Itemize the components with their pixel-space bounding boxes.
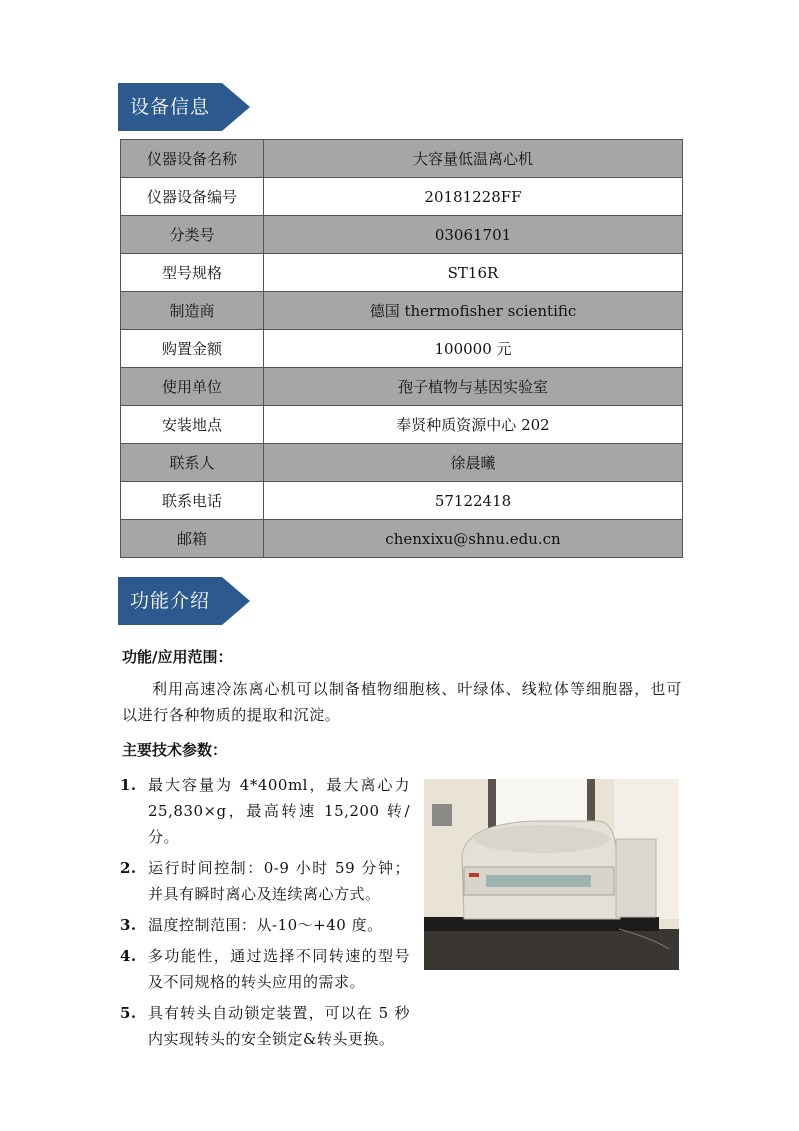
row-label: 联系电话	[121, 482, 264, 520]
row-value: 57122418	[264, 482, 683, 520]
function-heading: 功能/应用范围：	[122, 648, 233, 666]
section-title: 功能介绍	[130, 590, 211, 612]
function-description: 利用高速冷冻离心机可以制备植物细胞核、叶绿体、线粒体等细胞器，也可以进行各种物质的提取和沉淀。	[122, 680, 682, 724]
row-label: 安装地点	[121, 406, 264, 444]
item-number: 3.	[120, 916, 137, 934]
item-text: 具有转头自动锁定装置，可以在 5 秒内实现转头的安全锁定&转头更换。	[148, 1004, 410, 1048]
item-text: 运行时间控制：0-9 小时 59 分钟；并具有瞬时离心及连续离心方式。	[148, 859, 410, 903]
table-row	[121, 254, 683, 292]
device-info-table	[120, 139, 683, 558]
section-title: 设备信息	[130, 96, 211, 118]
table-row	[121, 520, 683, 558]
row-value: 徐晨曦	[264, 444, 683, 482]
table-row	[121, 444, 683, 482]
params-list	[118, 772, 410, 1057]
row-label: 仪器设备编号	[121, 178, 264, 216]
item-number: 5.	[120, 1004, 137, 1022]
params-heading: 主要技术参数：	[122, 741, 228, 759]
row-value: 大容量低温离心机	[264, 140, 683, 178]
row-value: 德国 thermofisher scientific	[264, 292, 683, 330]
row-label: 使用单位	[121, 368, 264, 406]
list-item	[118, 1000, 410, 1052]
item-number: 2.	[120, 859, 137, 877]
row-label: 制造商	[121, 292, 264, 330]
item-text: 最大容量为 4*400ml，最大离心力 25,830×g，最高转速 15,200 转/分。	[148, 776, 410, 846]
row-label: 型号规格	[121, 254, 264, 292]
table-row	[121, 216, 683, 254]
centrifuge-photo	[424, 779, 679, 970]
row-label: 邮箱	[121, 520, 264, 558]
table-row	[121, 140, 683, 178]
row-label: 仪器设备名称	[121, 140, 264, 178]
row-value: chenxixu@shnu.edu.cn	[264, 520, 683, 558]
table-row	[121, 368, 683, 406]
item-number: 4.	[120, 947, 137, 965]
table-row	[121, 482, 683, 520]
table-row	[121, 330, 683, 368]
row-value: 奉贤种质资源中心 202	[264, 406, 683, 444]
item-text: 多功能性，通过选择不同转速的型号及不同规格的转头应用的需求。	[148, 947, 410, 991]
row-value: 100000 元	[264, 330, 683, 368]
list-item	[118, 912, 410, 938]
row-value: 孢子植物与基因实验室	[264, 368, 683, 406]
item-text: 温度控制范围：从-10～+40 度。	[148, 916, 383, 934]
row-value: ST16R	[264, 254, 683, 292]
row-label: 联系人	[121, 444, 264, 482]
table-row	[121, 178, 683, 216]
table-row	[121, 406, 683, 444]
section-tag-function	[118, 577, 250, 625]
row-label: 购置金额	[121, 330, 264, 368]
list-item	[118, 855, 410, 907]
row-value: 03061701	[264, 216, 683, 254]
table-row	[121, 292, 683, 330]
item-number: 1.	[120, 776, 137, 794]
section-tag-device-info	[118, 83, 250, 131]
list-item	[118, 943, 410, 995]
row-value: 20181228FF	[264, 178, 683, 216]
row-label: 分类号	[121, 216, 264, 254]
list-item	[118, 772, 410, 850]
